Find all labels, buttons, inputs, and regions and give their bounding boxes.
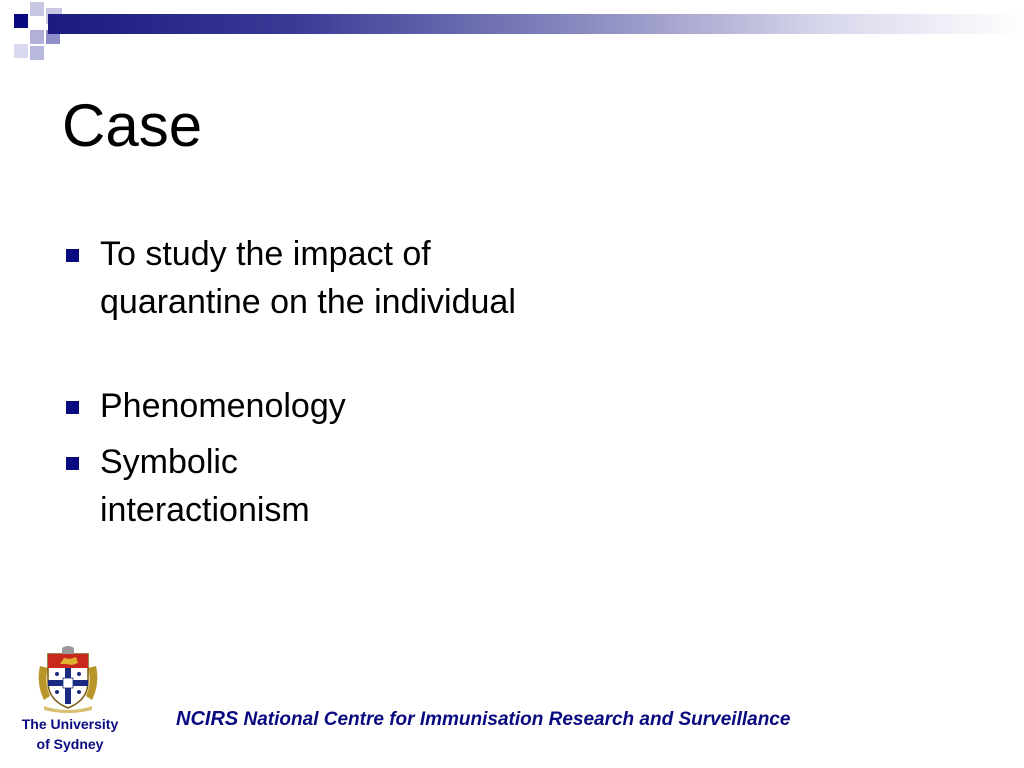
university-crest-icon [36,644,100,714]
decor-square-light [30,30,44,44]
square-bullet-icon [66,401,79,414]
org-name: National Centre for Immunisation Research and Surveillance [243,709,791,730]
bullet-list [62,230,532,542]
decor-square-light [30,46,44,60]
slide-title: Case [62,92,203,159]
bullet-text: Phenomenology [100,387,346,425]
square-bullet-icon [66,457,79,470]
bullet-item [62,438,340,534]
decor-square-light [30,2,44,16]
org-footer [176,708,790,731]
bullet-text: To study the impact of quarantine on the individual [100,235,516,321]
top-gradient-bar [48,14,1024,34]
bullet-item [62,382,532,430]
decor-square-light [14,44,28,58]
bullet-item [62,230,532,326]
university-name-line2: of Sydney [36,736,104,752]
org-acronym: NCIRS [176,708,239,730]
square-bullet-icon [66,249,79,262]
bullet-text: Symbolic interactionism [100,443,310,529]
university-name [0,714,140,754]
university-name-line1: The University [21,716,119,732]
decor-square-navy [14,14,28,28]
